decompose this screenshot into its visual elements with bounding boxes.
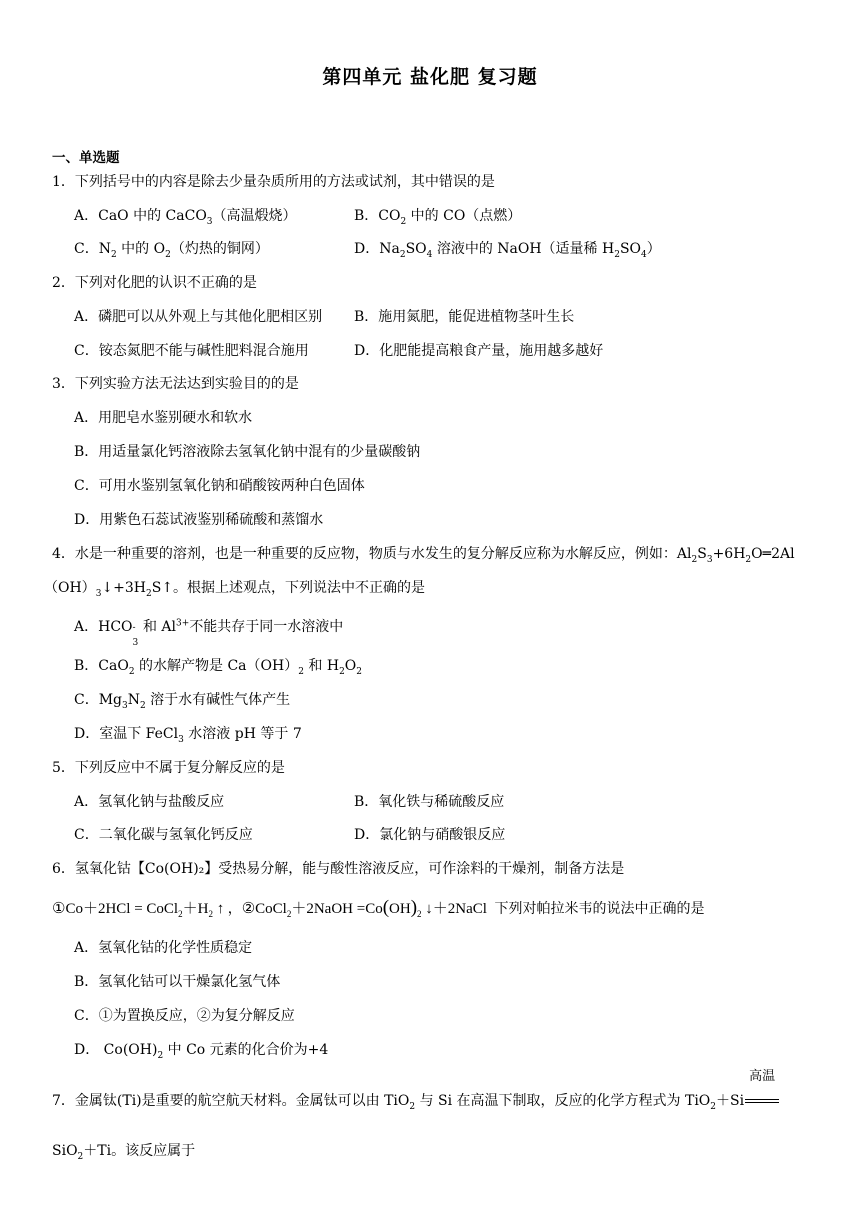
q4-option-a[interactable]: A．HCO - 3 和 $Al^{3+}$不能共存于同一水溶液中 (74, 618, 344, 648)
q5-option-c[interactable]: C．二氧化碳与氢氧化钙反应 (74, 827, 253, 843)
question-7-stem-line-2: SiO$_2$＋Ti。该反应属于 (52, 1143, 196, 1162)
q6-option-d[interactable]: D． $Co(OH)_2$ 中 Co 元素的化合价为+4 (74, 1042, 329, 1061)
q3-option-c[interactable]: C．可用水鉴别氢氧化钠和硝酸铵两种白色固体 (74, 478, 365, 494)
q4-option-d[interactable]: D．室温下 FeCl$_3$ 水溶液 pH 等于 7 (74, 726, 302, 745)
q6-option-c[interactable]: C．①为置换反应，②为复分解反应 (74, 1008, 295, 1024)
q3-option-a[interactable]: A．用肥皂水鉴别硬水和软水 (74, 410, 253, 426)
q5-option-a[interactable]: A．氢氧化钠与盐酸反应 (74, 794, 225, 810)
question-6-equations: ①Co＋2HCl = $CoCl_2+H_2$ ↑ ，②CoCl$_2$＋2NaOH $=Co(OH)_2$ ↓＋2NaCl 下列对帕拉米韦的说法中正确的是 (52, 897, 705, 919)
q3-option-d[interactable]: D．用紫色石蕊试液鉴别稀硫酸和蒸馏水 (74, 512, 324, 528)
q2-option-b[interactable]: B．施用氮肥，能促进植物茎叶生长 (354, 309, 575, 325)
question-1-stem: 1．下列括号中的内容是除去少量杂质所用的方法或试剂，其中错误的是 (52, 174, 495, 190)
q5-option-b[interactable]: B．氧化铁与稀硫酸反应 (354, 794, 505, 810)
q2-option-c[interactable]: C．铵态氮肥不能与碱性肥料混合施用 (74, 343, 309, 359)
q1-option-d[interactable]: D．$Na_2SO_4$ 溶液中的 NaOH（适量稀 $H_2SO_4$） (354, 241, 661, 260)
q2-option-d[interactable]: D．化肥能提高粮食产量，施用越多越好 (354, 343, 604, 359)
q6-option-a[interactable]: A．氢氧化钴的化学性质稳定 (74, 940, 253, 956)
q1-option-c[interactable]: C．$N_2$ 中的 $O_2$（灼热的铜网） (74, 241, 269, 260)
question-4-stem-line-1: 4．水是一种重要的溶剂，也是一种重要的反应物，物质与水发生的复分解反应称为水解反应，例如：$Al_2S_3+6H_2O═2Al$ (52, 546, 795, 565)
section-heading: 一、单选题 (52, 150, 120, 166)
q1-option-a[interactable]: A．CaO 中的 CaCO$_3$（高温煅烧） (74, 208, 297, 227)
q3-option-b[interactable]: B．用适量氯化钙溶液除去氢氧化钠中混有的少量碳酸钠 (74, 444, 421, 460)
equation-1: ①Co＋2HCl = $CoCl_2+H_2$ ↑ (52, 901, 225, 919)
question-7-stem-line-1: 7．金属钛(Ti)是重要的航空航天材料。金属钛可以由 TiO$_2$ 与 Si 在高温下制取，反应的化学方程式为 TiO$_2$＋Si 高温 (52, 1092, 780, 1110)
q4-option-b[interactable]: B．CaO$_2$ 的水解产物是 $Ca(OH)_2$ 和 $H_2O_2$ (74, 658, 363, 677)
q4-option-c[interactable]: C．$Mg_3N_2$ 溶于水有碱性气体产生 (74, 692, 291, 711)
page-title: 第四单元 盐化肥 复习题 (322, 66, 538, 88)
reaction-condition-arrow: 高温 (744, 1092, 780, 1110)
q1-option-b[interactable]: B．$CO_2$ 中的 CO（点燃） (354, 208, 522, 227)
question-3-stem: 3．下列实验方法无法达到实验目的的是 (52, 376, 299, 392)
question-5-stem: 5．下列反应中不属于复分解反应的是 (52, 760, 285, 776)
question-6-stem: 6．氢氧化钴【Co(OH)₂】受热易分解，能与酸性溶液反应，可作涂料的干燥剂，制备方法是 (52, 861, 625, 877)
question-2-stem: 2．下列对化肥的认识不正确的是 (52, 275, 257, 291)
q2-option-a[interactable]: A．磷肥可以从外观上与其他化肥相区别 (74, 309, 323, 325)
q6-option-b[interactable]: B．氢氧化钴可以干燥氯化氢气体 (74, 974, 281, 990)
question-4-stem-line-2: $(OH)_3↓+3H_2S↑$。根据上述观点，下列说法中不正确的是 (44, 580, 426, 599)
q5-option-d[interactable]: D．氯化钠与硝酸银反应 (354, 827, 506, 843)
equation-2: ②CoCl$_2$＋2NaOH $=Co(OH)_2$ ↓＋2NaCl (241, 897, 487, 919)
